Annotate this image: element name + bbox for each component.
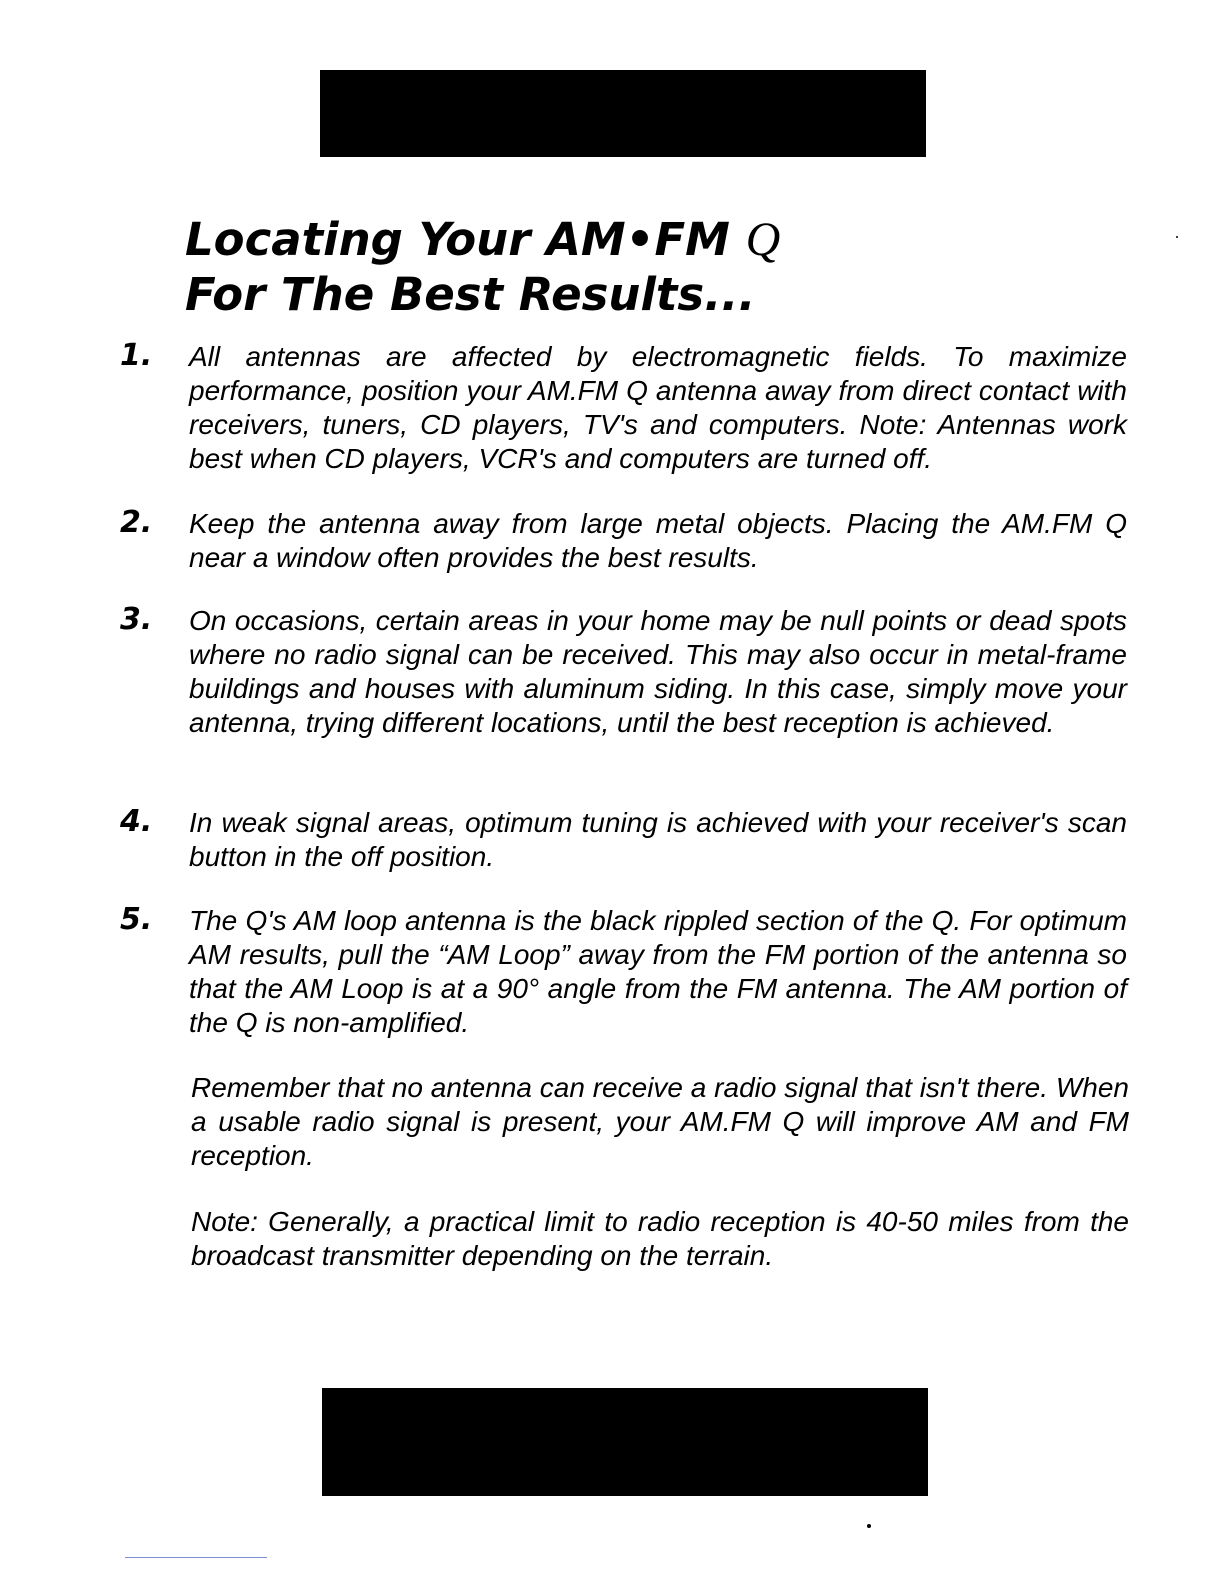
footer-rule	[125, 1557, 267, 1558]
list-number-2: 2.	[120, 505, 153, 540]
scan-speck	[867, 1524, 871, 1528]
list-text-2: Keep the antenna away from large metal objects. Placing the AM.FM Q near a window often provides the best results.	[189, 508, 1127, 573]
closing-paragraph: Remember that no antenna can receive a radio signal that isn't there. When a usable radio signal is present, your AM.FM Q will improve AM and FM reception.	[191, 1072, 1129, 1171]
page-title	[185, 212, 1085, 322]
list-text-1: All antennas are affected by electromagnetic fields. To maximize performance, position your AM.FM Q antenna away from direct contact with receivers, tuners, CD players, TV's and computers. Note: Antennas work best when CD players, VCR's and computers are turned off.	[189, 341, 1127, 474]
list-number-4: 4.	[120, 804, 153, 839]
list-number-5: 5.	[120, 902, 153, 937]
scan-speck	[1176, 236, 1178, 238]
top-black-bar	[320, 70, 926, 157]
list-number-1: 1.	[120, 338, 153, 373]
title-q-mark: Q	[745, 213, 781, 266]
title-line-2: For The Best Results...	[185, 268, 756, 321]
bottom-black-bar	[322, 1388, 928, 1496]
note-paragraph: Note: Generally, a practical limit to radio reception is 40-50 miles from the broadcast transmitter depending on the terrain.	[191, 1206, 1129, 1271]
list-text-3: On occasions, certain areas in your home may be null points or dead spots where no radio signal can be received. This may also occur in metal-frame buildings and houses with aluminum siding. In this case, simply move your antenna, trying different locations, until the best reception is achieved.	[189, 605, 1127, 738]
list-text-4: In weak signal areas, optimum tuning is achieved with your receiver's scan button in the off position.	[189, 807, 1127, 872]
title-line-1	[185, 212, 1085, 267]
list-number-3: 3.	[120, 602, 153, 637]
title-line-1-text: Locating Your AM•FM	[185, 213, 730, 266]
list-text-5: The Q's AM loop antenna is the black rippled section of the Q. For optimum AM results, pull the “AM Loop” away from the FM portion of the antenna so that the AM Loop is at a 90° angle from the FM antenna. The AM portion of the Q is non-amplified.	[189, 905, 1127, 1038]
